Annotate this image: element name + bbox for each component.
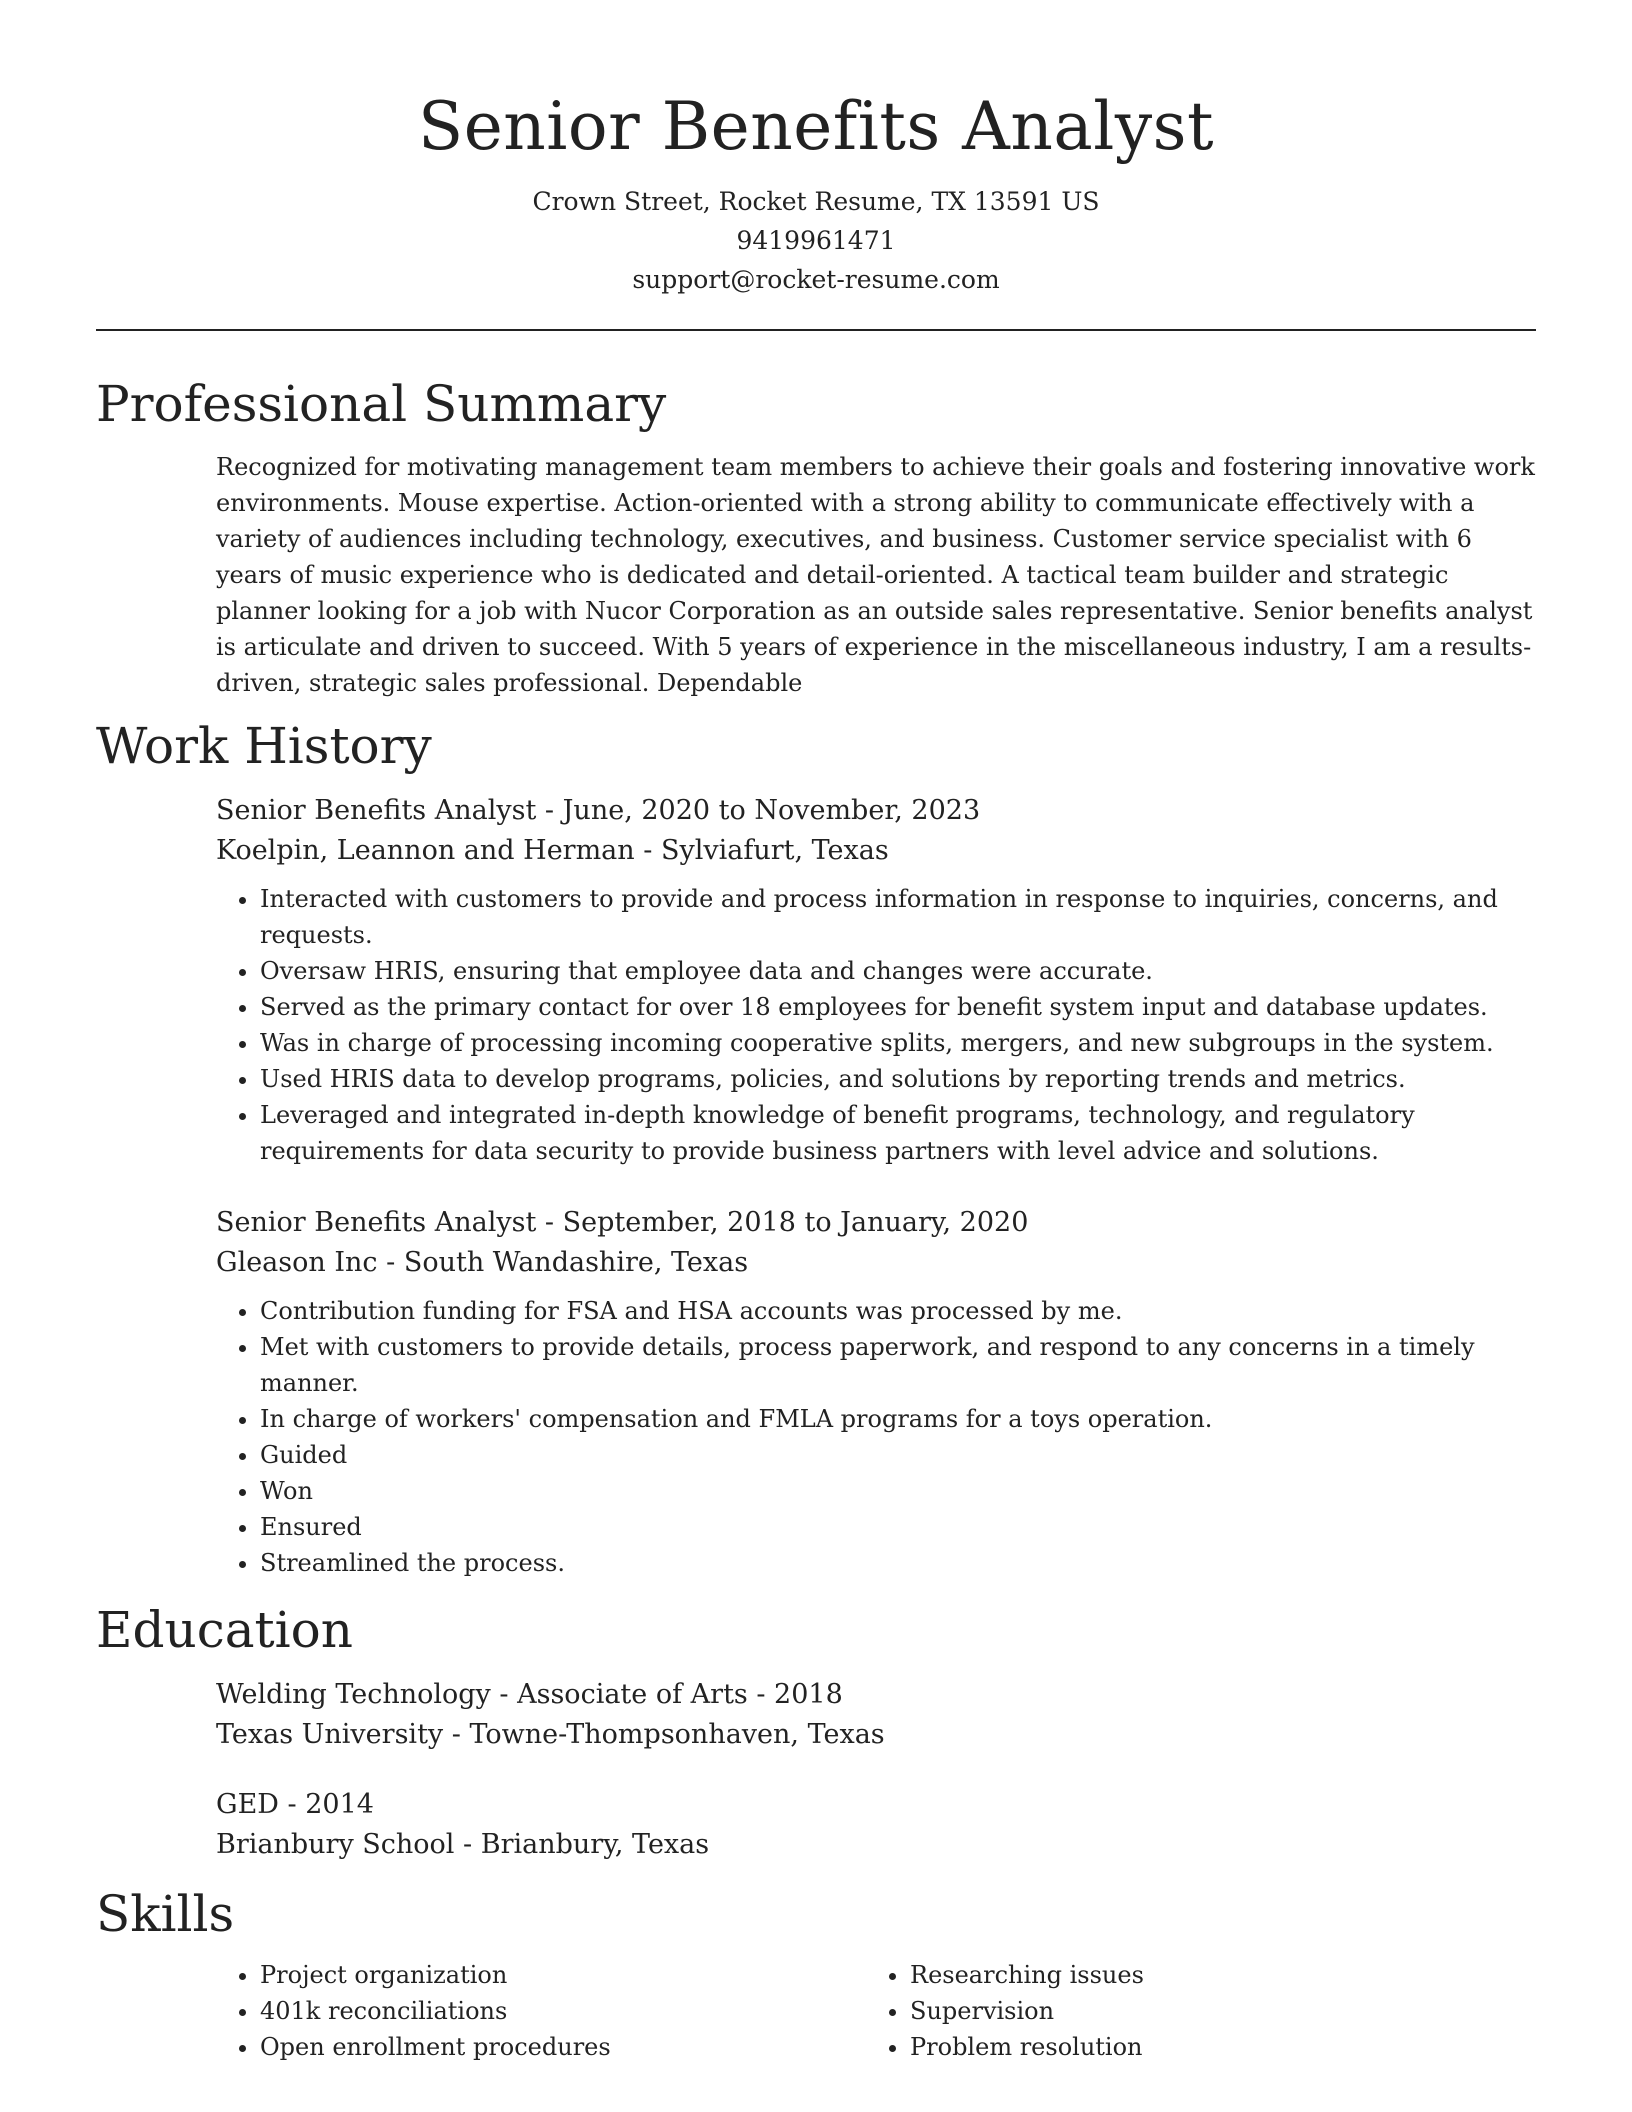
- summary-section: [96, 373, 1536, 701]
- list-item: • Open enrollment procedures: [260, 2029, 866, 2065]
- job-dates: June, 2020 to November, 2023: [562, 795, 981, 826]
- education-location: Brianbury, Texas: [480, 1829, 710, 1860]
- education-entry: [216, 1785, 1536, 1865]
- job-company: Gleason Inc: [216, 1247, 378, 1278]
- list-item: • Interacted with customers to provide and process information in response to inquiries, concerns, and requests.: [260, 881, 1536, 953]
- education-school-line: Brianbury School - Brianbury, Texas: [216, 1829, 710, 1860]
- skills-list-right: [866, 1957, 1516, 2065]
- job-dates: September, 2018 to January, 2020: [562, 1207, 1029, 1238]
- list-item: • 401k reconciliations: [260, 1993, 866, 2029]
- education-degree-line: Welding Technology - Associate of Arts - 2018: [216, 1679, 843, 1710]
- job-location: Sylviafurt, Texas: [660, 835, 889, 866]
- job-location: South Wandashire, Texas: [403, 1247, 749, 1278]
- contact-email: support@rocket-resume.com: [632, 265, 1000, 294]
- work-history-section: [96, 715, 1536, 1581]
- list-item: • Met with customers to provide details, process paperwork, and respond to any concerns in a timely manner.: [260, 1329, 1536, 1401]
- list-item: • Guided: [260, 1437, 1536, 1473]
- job-title-line: Senior Benefits Analyst - June, 2020 to November, 2023: [216, 795, 981, 826]
- list-item: • Streamlined the process.: [260, 1545, 1536, 1581]
- work-history-heading: Work History: [96, 717, 432, 775]
- list-item: • Was in charge of processing incoming cooperative splits, mergers, and new subgroups in the system.: [260, 1025, 1536, 1061]
- job-company-line: Koelpin, Leannon and Herman - Sylviafurt, Texas: [216, 835, 889, 866]
- list-item: • Ensured: [260, 1509, 1536, 1545]
- education-entry: [216, 1675, 1536, 1755]
- skills-heading: Skills: [96, 1885, 235, 1943]
- education-heading: Education: [96, 1601, 353, 1659]
- list-item: • Served as the primary contact for over 18 employees for benefit system input and database updates.: [260, 989, 1536, 1025]
- education-section: [96, 1599, 1536, 1865]
- list-item: • Won: [260, 1473, 1536, 1509]
- list-item: • Researching issues: [910, 1957, 1516, 1993]
- list-item: • Supervision: [910, 1993, 1516, 2029]
- list-item: • Project organization: [260, 1957, 866, 1993]
- job-bullets: [216, 1293, 1536, 1581]
- list-item: • Oversaw HRIS, ensuring that employee data and changes were accurate.: [260, 953, 1536, 989]
- skills-column-right: [866, 1957, 1516, 2065]
- job-title-line: Senior Benefits Analyst - September, 2018 to January, 2020: [216, 1207, 1029, 1238]
- job-entry: [216, 1203, 1536, 1581]
- list-item: • In charge of workers' compensation and FMLA programs for a toys operation.: [260, 1401, 1536, 1437]
- skills-column-left: [216, 1957, 866, 2065]
- job-role: Senior Benefits Analyst: [216, 1207, 537, 1238]
- job-role: Senior Benefits Analyst: [216, 795, 537, 826]
- job-bullets: [216, 881, 1536, 1169]
- contact-block: [96, 182, 1536, 299]
- education-school: Brianbury School: [216, 1829, 455, 1860]
- resume-page: [96, 0, 1536, 2065]
- education-school-line: Texas University - Towne-Thompsonhaven, Texas: [216, 1719, 885, 1750]
- list-item: • Leveraged and integrated in-depth knowledge of benefit programs, technology, and regulatory requirements for data security to provide business partners with level advice and solutions.: [260, 1097, 1536, 1169]
- education-school: Texas University: [216, 1719, 444, 1750]
- education-degree-line: GED - 2014: [216, 1789, 374, 1820]
- skills-grid: [216, 1957, 1536, 2065]
- job-company: Koelpin, Leannon and Herman: [216, 835, 635, 866]
- job-company-line: Gleason Inc - South Wandashire, Texas: [216, 1247, 749, 1278]
- candidate-name: Senior Benefits Analyst: [418, 88, 1214, 165]
- list-item: • Problem resolution: [910, 2029, 1516, 2065]
- resume-header: [96, 0, 1536, 299]
- skills-list-left: [216, 1957, 866, 2065]
- list-item: • Used HRIS data to develop programs, policies, and solutions by reporting trends and metrics.: [260, 1061, 1536, 1097]
- education-location: Towne-Thompsonhaven, Texas: [469, 1719, 885, 1750]
- summary-text: Recognized for motivating management team members to achieve their goals and fostering innovative work environments. Mouse expertise. Action-oriented with a strong ability to communicate effectively with a variety of audiences including technology, executives, and business. Customer service specialist with 6 years of music experience who is dedicated and detail-oriented. A tactical team builder and strategic planner looking for a job with Nucor Corporation as an outside sales representative. Senior benefits analyst is articulate and driven to succeed. With 5 years of experience in the miscellaneous industry, I am a results-driven, strategic sales professional. Dependable: [216, 453, 1535, 697]
- contact-phone: 9419961471: [736, 226, 896, 255]
- header-divider: [96, 329, 1536, 331]
- summary-heading: Professional Summary: [96, 375, 667, 433]
- skills-section: [96, 1883, 1536, 2065]
- list-item: • Contribution funding for FSA and HSA accounts was processed by me.: [260, 1293, 1536, 1329]
- contact-address: Crown Street, Rocket Resume, TX 13591 US: [532, 187, 1100, 216]
- job-entry: [216, 791, 1536, 1169]
